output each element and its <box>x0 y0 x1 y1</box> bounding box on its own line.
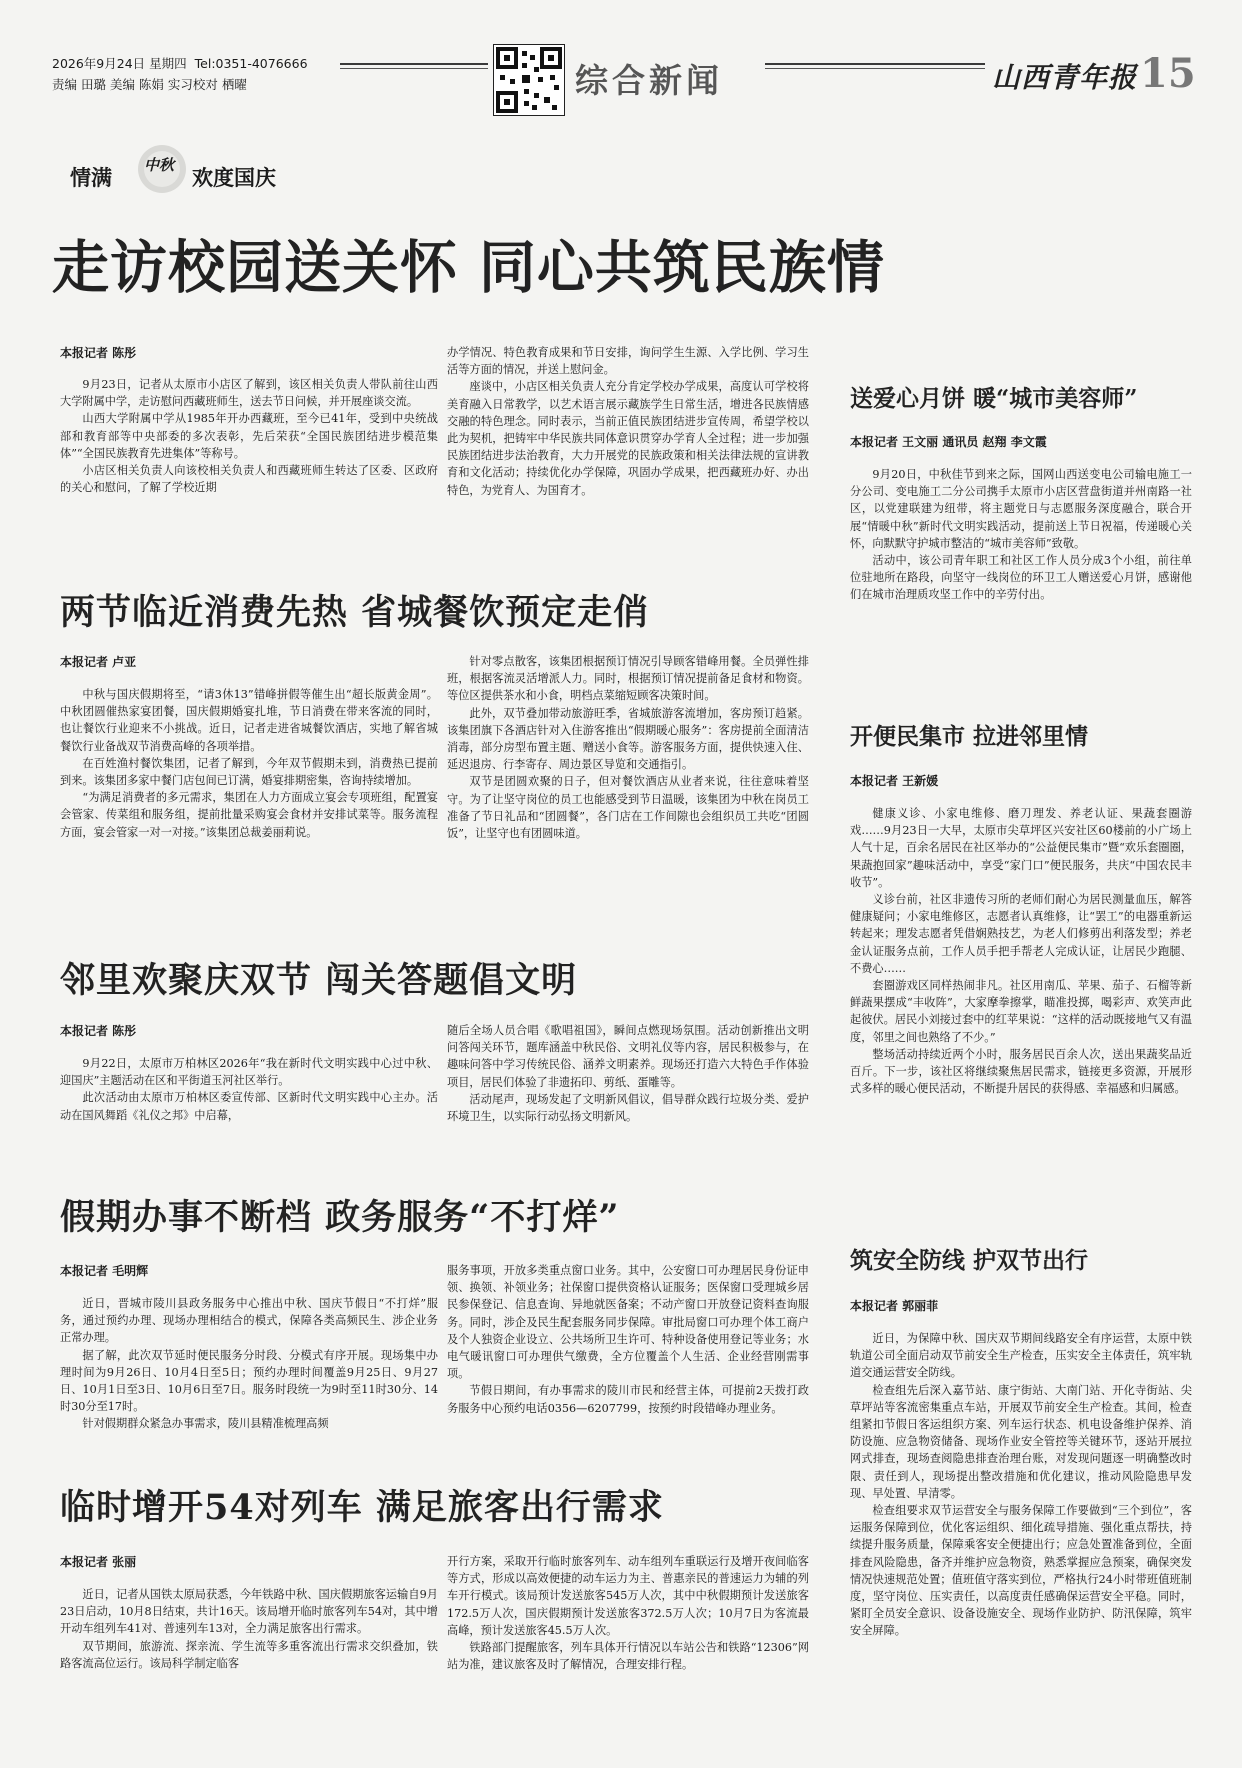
byline: 本报记者 郭丽菲 <box>850 1299 939 1313</box>
editor-credits: 责编 田璐 美编 陈娟 实习校对 栖曜 <box>52 77 247 92</box>
paragraph: 此外，双节叠加带动旅游旺季，省城旅游客流增加，客房预订趋紧。该集团旗下各酒店针对入住游客推出“假期暖心服务”：客房提前全面清洁消毒，部分房型布置主题、赠送小食等。游客服务方面，提供快速入住、延迟退房、行李寄存、周边景区导览和交通指引。 <box>447 706 809 772</box>
article-column <box>447 344 809 499</box>
paragraph: 座谈中，小店区相关负责人充分肯定学校办学成果，高度认可学校将美育融入日常教学，以艺术语言展示藏族学生日常生活，增进各民族情感交融的特色理念。同时表示，当前正值民族团结进步宣传周，希望学校以此为契机，把铸牢中华民族共同体意识贯穿办学育人全过程；进一步加强民族团结进步法治教育，大力开展党的民族政策和相关法律法规的宣讲教育和文化活动；持续优化办学保障，巩固办学成果，把西藏班办好、办出特色，为党育人、为国育才。 <box>447 380 809 497</box>
article-column <box>447 1022 809 1125</box>
headline: 临时增开54对列车 满足旅客出行需求 <box>60 1487 664 1528</box>
paragraph: 近日，晋城市陵川县政务服务中心推出中秋、国庆节假日“不打烊”服务，通过预约办理、现场办理相结合的模式，保障各类高频民生、涉企业务正常办理。 <box>60 1297 438 1345</box>
masthead-rule-right <box>765 63 985 65</box>
newspaper-logo: 山西青年报 <box>992 61 1138 94</box>
byline: 本报记者 毛明辉 <box>60 1264 149 1278</box>
paragraph: 铁路部门提醒旅客，列车具体开行情况以车站公告和铁路“12306”网站为准，建议旅客及时了解情况，合理安排行程。 <box>447 1641 809 1672</box>
article-column <box>60 1295 438 1433</box>
side-headline: 送爱心月饼 暖“城市美容师” <box>850 385 1138 412</box>
article-column <box>447 1553 809 1673</box>
paragraph: 整场活动持续近两个小时，服务居民百余人次，送出果蔬奖品近百斤。下一步，该社区将继续聚焦居民需求，链接更多资源，开展形式多样的暖心便民活动，不断提升居民的获得感、幸福感和归属感。 <box>850 1047 1192 1096</box>
article-column <box>850 805 1192 1097</box>
paragraph: 套圈游戏区同样热闹非凡。社区用南瓜、苹果、茄子、石榴等新鲜蔬果摆成“丰收阵”，大家摩拳擦掌，瞄准投掷，喝彩声、欢笑声此起彼伏。居民小刘接过套中的红苹果说：“这样的活动既接地气又有温度，邻里之间也熟络了不少。” <box>850 979 1192 1044</box>
paragraph: 检查组先后深入嘉节站、康宁街站、大南门站、开化寺街站、尖草坪站等客流密集重点车站，开展双节前安全生产检查。其间，检查组紧扣节假日客运组织方案、列车运行状态、机电设备维护保养、消防设施、应急物资储备、现场作业安全管控等关键环节，逐站开展拉网式排查，现场查阅隐患排查治理台账，对发现问题逐一明确整改时限、责任到人，现场提出整改措施和优化建议，推动风险隐患早发现、早处置、早清零。 <box>850 1383 1192 1500</box>
headline-main: 走访校园送关怀 同心共筑民族情 <box>52 234 885 301</box>
holiday-banner <box>52 142 312 192</box>
paragraph: 山西大学附属中学从1985年开办西藏班，至今已41年，受到中央统战部和教育部等中央部委的多次表彰，先后荣获“全国民族团结进步模范集体”“全国民族教育先进集体”等称号。 <box>60 412 438 460</box>
paragraph: “为满足消费者的多元需求，集团在人力方面成立宴会专项班组，配置宴会管家、传菜组和服务组，提前批量采购宴会食材并安排试菜等。服务流程方面，宴会管家一对一对接。”该集团总裁姜丽莉说。 <box>60 791 438 839</box>
paragraph: 活动尾声，现场发起了文明新风倡议，倡导群众践行垃圾分类、爱护环境卫生，以实际行动弘扬文明新风。 <box>447 1092 809 1124</box>
article-column <box>60 376 438 496</box>
headline: 两节临近消费先热 省城餐饮预定走俏 <box>60 592 650 633</box>
qr-code-icon <box>493 44 565 116</box>
paragraph: 近日，记者从国铁太原局获悉，今年铁路中秋、国庆假期旅客运输自9月23日启动，10月8日结束，共计16天。该局增开临时旅客列车54对，其中增开动车组列车41对、普速列车13对，全力满足旅客出行需求。 <box>60 1588 438 1636</box>
paragraph: 活动中，该公司青年职工和社区工作人员分成3个小组，前往单位驻地所在路段，向坚守一线岗位的环卫工人赠送爱心月饼，感谢他们在城市治理质攻坚工作中的辛劳付出。 <box>850 554 1192 602</box>
paragraph: 双节是团圆欢聚的日子，但对餐饮酒店从业者来说，往往意味着坚守。为了让坚守岗位的员工也能感受到节日温暖，该集团为中秋在岗员工准备了节日礼品和“团圆餐”，各门店在工作间隙也会组织员工共吃“团圆饭”，让坚守也有团圆味道。 <box>447 775 809 841</box>
paragraph: 9月23日，记者从太原市小店区了解到，该区相关负责人带队前往山西大学附属中学，走访慰问西藏班师生，送去节日问候，并开展座谈交流。 <box>60 378 438 409</box>
paragraph: 9月22日，太原市万柏林区2026年“我在新时代文明实践中心过中秋、迎国庆”主题活动在区和平街道玉河社区举行。 <box>60 1057 438 1088</box>
paragraph: 近日，为保障中秋、国庆双节期间线路安全有序运营，太原中铁轨道公司全面启动双节前安全生产检查，压实安全主体责任，筑牢轨道交通运营安全防线。 <box>850 1332 1192 1380</box>
masthead-rule-right-thin <box>765 68 985 69</box>
paragraph: 据了解，此次双节延时便民服务分时段、分模式有序开展。现场集中办理时间为9月26日、10月4日至5日；预约办理时间覆盖9月25日、9月27日、10月1日至3日、10月6日至7日。服务时段统一为9时至11时30分、14时30分至17时。 <box>60 1348 438 1414</box>
byline: 本报记者 陈彤 <box>60 346 137 360</box>
article-column <box>60 1586 438 1672</box>
paragraph: 9月20日，中秋佳节到来之际，国网山西送变电公司输电施工一分公司、变电施工二分公司携手太原市小店区营盘街道并州南路一社区，以党建联建为纽带，将主题党日与志愿服务深度融合，联合开展“情暖中秋”新时代文明实践活动，提前送上节日祝福，传递暖心关怀，向默默守护城市整洁的“城市美容师”致敬。 <box>850 468 1192 550</box>
section-name: 综合新闻 <box>575 61 723 100</box>
issue-date: 2026年9月24日 星期四 Tel:0351-4076666 <box>52 56 308 71</box>
paragraph: 办学情况、特色教育成果和节日安排，询问学生生源、入学比例、学习生活等方面的情况，并送上慰问金。 <box>447 346 809 377</box>
byline: 本报记者 王新媛 <box>850 774 939 788</box>
article-column <box>60 1055 438 1124</box>
article-column <box>850 1330 1192 1640</box>
banner-right-text: 欢度国庆 <box>192 166 276 190</box>
article-column <box>60 686 438 841</box>
paragraph: 开行方案，采取开行临时旅客列车、动车组列车重联运行及增开夜间临客等方式，形成以高效便捷的动车运力为主、普惠亲民的普速运力为辅的列车开行模式。该局预计发送旅客545万人次，其中中秋假期预计发送旅客172.5万人次，国庆假期预计发送旅客372.5万人次；10月7日为客流最高峰，预计发送旅客45.5万人次。 <box>447 1555 809 1637</box>
byline: 本报记者 王文丽 通讯员 赵翔 李文霞 <box>850 435 1047 449</box>
paragraph: 此次活动由太原市万柏林区委宣传部、区新时代文明实践中心主办。活动在国风舞蹈《礼仪之邦》中启幕， <box>60 1091 438 1122</box>
tel-number: Tel:0351-4076666 <box>194 56 308 71</box>
paragraph: 随后全场人员合唱《歌唱祖国》，瞬间点燃现场氛围。活动创新推出文明问答闯关环节，题库涵盖中秋民俗、文明礼仪等内容，居民积极参与，在趣味问答中学习传统民俗、涵养文明素养。现场还打造六大特色手作体验项目，居民们体验了非遗拓印、剪纸、蛋雕等。 <box>447 1024 809 1089</box>
banner-badge: 中秋 <box>144 156 175 174</box>
paragraph: 针对假期群众紧急办事需求，陵川县精准梳理高频 <box>82 1417 329 1431</box>
article-column <box>850 466 1192 604</box>
paragraph: 双节期间，旅游流、探亲流、学生流等多重客流出行需求交织叠加，铁路客流高位运行。该局科学制定临客 <box>60 1639 438 1670</box>
paragraph: 针对零点散客，该集团根据预订情况引导顾客错峰用餐。全员弹性排班，根据客流灵活增派人力。同时，根据预订情况提前备足食材和物资。等位区提供茶水和小食，明档点菜缩短顾客决策时间。 <box>447 655 809 703</box>
masthead-rule-left <box>340 63 488 65</box>
paragraph: 节假日期间，有办事需求的陵川市民和经营主体，可提前2天拨打政务服务中心预约电话0356—6207799，按预约时段错峰办理业务。 <box>447 1384 809 1415</box>
banner-left-text: 情满 <box>70 166 112 190</box>
headline: 假期办事不断档 政务服务“不打烊” <box>60 1197 620 1238</box>
article-column <box>447 653 809 842</box>
byline: 本报记者 张丽 <box>60 1555 137 1569</box>
paragraph: 服务事项，开放多类重点窗口业务。其中，公安窗口可办理居民身份证申领、换领、补领业务；社保窗口提供资格认证服务；医保窗口受理城乡居民参保登记、信息查询、异地就医备案；不动产窗口开放登记资料查询服务。同时，涉企及民生配套服务同步保障。审批局窗口可办理个体工商户及个人独资企业设立、公共场所卫生许可、特种设备使用登记等业务；水电气暖讯窗口可办理供气缴费，全方位覆盖个人生活、企业经营刚需事项。 <box>447 1264 809 1381</box>
paragraph: 义诊台前，社区非遗传习所的老师们耐心为居民测量血压，解答健康疑问；小家电维修区，志愿者认真维修，让“罢工”的电器重新运转起来；理发志愿者凭借娴熟技艺，为老人们修剪出利落发型；养老金认证服务点前，工作人员手把手帮老人完成认证，让居民少跑腿、不费心…… <box>850 893 1192 975</box>
paragraph: 中秋与国庆假期将至，“请3休13”错峰拼假等催生出“超长版黄金周”。中秋团圆催热家宴团餐，国庆假期婚宴扎堆，节日消费在带来客流的同时，也让餐饮行业迎来不小挑战。近日，记者走进省城餐饮酒店，实地了解省城餐饮行业备战双节消费高峰的各项举措。 <box>60 688 438 753</box>
paragraph: 健康义诊、小家电维修、磨刀理发、养老认证、果蔬套圈游戏……9月23日一大早，太原市尖草坪区兴安社区60楼前的小广场上人气十足，百余名居民在社区举办的“公益便民集市”暨“欢乐套圈圈，果蔬抱回家”趣味活动中，享受“家门口”便民服务，共庆“中国农民丰收节”。 <box>850 807 1192 889</box>
page-number: 15 <box>1140 50 1196 97</box>
headline: 邻里欢聚庆双节 闯关答题倡文明 <box>60 960 578 1001</box>
article-column <box>447 1262 809 1417</box>
paragraph: 小店区相关负责人向该校相关负责人和西藏班师生转达了区委、区政府的关心和慰问，了解了学校近期 <box>60 464 438 495</box>
byline: 本报记者 卢亚 <box>60 655 137 669</box>
paragraph: 检查组要求双节运营安全与服务保障工作要做到“三个到位”，客运服务保障到位，优化客运组织、细化疏导措施、强化重点帮扶，持续提升服务质量，保障乘客安全便捷出行；应急处置准备到位，全面排查风险隐患，备齐并维护应急物资，熟悉掌握应急预案，确保突发情况快速规范处置；值班值守落实到位，严格执行24小时带班值班制度，坚守岗位、压实责任，以高度责任感确保运营安全平稳。同时，紧盯全员安全意识、设备设施安全、现场作业防护、防汛保障，筑牢安全屏障。 <box>850 1504 1192 1638</box>
side-headline: 筑安全防线 护双节出行 <box>850 1247 1089 1274</box>
byline: 本报记者 陈彤 <box>60 1024 137 1038</box>
masthead-rule-left-thin <box>340 68 488 69</box>
side-headline: 开便民集市 拉进邻里情 <box>850 723 1089 750</box>
paragraph: 在百姓渔村餐饮集团，记者了解到，今年双节假期未到，消费热已提前到来。该集团多家中餐门店包间已订满，婚宴排期密集，咨询持续增加。 <box>60 756 438 788</box>
